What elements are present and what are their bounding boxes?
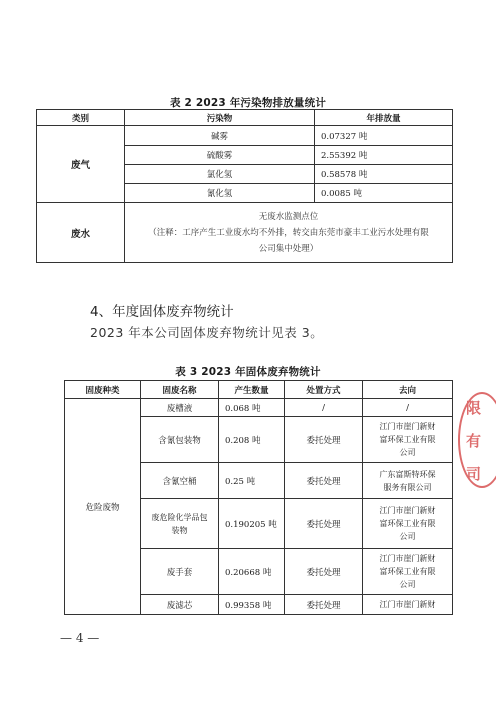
stamp-char: 司 xyxy=(466,464,482,483)
destination-line: 富环保工业有限 xyxy=(379,519,436,528)
table2-pollutant-emissions xyxy=(36,109,453,263)
waste-destination xyxy=(363,499,453,549)
pollutant-name: 氯化氢 xyxy=(125,165,315,184)
waste-name xyxy=(141,499,219,549)
waste-destination xyxy=(363,463,453,499)
waste-qty: 0.20668 吨 xyxy=(219,549,285,595)
waste-qty: 0.99358 吨 xyxy=(219,595,285,615)
table3-category-hazardous: 危险废物 xyxy=(65,399,141,615)
waste-water-line2: （注释：工序产生工业废水均不外排，转交由东莞市豪丰工业污水处理有限 xyxy=(148,227,429,238)
table2-caption: 表 2 2023 年污染物排放量统计 xyxy=(169,97,327,109)
table3-header-type: 固废种类 xyxy=(65,381,141,399)
destination-line: 富环保工业有限 xyxy=(379,567,436,576)
waste-name: 废槽液 xyxy=(141,399,219,417)
emission-amount: 0.58578 吨 xyxy=(315,165,453,184)
destination-line: 广东富斯特环保 xyxy=(379,469,436,479)
table3-header-destination: 去向 xyxy=(363,381,453,399)
destination-line: 公司 xyxy=(399,580,416,589)
destination-line: 公司 xyxy=(399,448,416,457)
stamp-char: 限 xyxy=(466,398,482,417)
company-seal-stamp xyxy=(458,392,496,488)
destination-line: 江门市崖门新财 xyxy=(379,422,436,431)
table-row xyxy=(37,203,453,263)
waste-qty: 0.25 吨 xyxy=(219,463,285,499)
waste-qty: 0.068 吨 xyxy=(219,399,285,417)
stamp-char: 有 xyxy=(466,431,482,450)
section-heading: 4、年度固体废弃物统计 xyxy=(90,304,234,320)
waste-method: 委托处理 xyxy=(285,417,363,463)
table-row xyxy=(37,126,453,146)
waste-destination: 江门市崖门新财 xyxy=(363,595,453,615)
table3-header-method: 处置方式 xyxy=(285,381,363,399)
table3-header-qty: 产生数量 xyxy=(219,381,285,399)
destination-line: 江门市崖门新财 xyxy=(379,506,436,515)
waste-name: 废滤芯 xyxy=(141,595,219,615)
waste-destination xyxy=(363,549,453,595)
waste-method: / xyxy=(285,399,363,417)
table2-header-pollutant: 污染物 xyxy=(125,110,315,126)
waste-name: 含氰空桶 xyxy=(141,463,219,499)
destination-line: 公司 xyxy=(399,532,416,541)
pollutant-name: 碱雾 xyxy=(125,126,315,146)
waste-method: 委托处理 xyxy=(285,595,363,615)
destination-line: 江门市崖门新财 xyxy=(379,554,436,563)
table3-header-row xyxy=(65,381,453,399)
table2-category-waste-water: 废水 xyxy=(37,203,125,263)
waste-method: 委托处理 xyxy=(285,549,363,595)
waste-water-note xyxy=(125,203,453,263)
emission-amount: 0.07327 吨 xyxy=(315,126,453,146)
section-paragraph: 2023 年本公司固体废弃物统计见表 3。 xyxy=(90,325,324,340)
emission-amount: 0.0085 吨 xyxy=(315,184,453,203)
table-row xyxy=(65,399,453,417)
waste-name-line: 装物 xyxy=(171,525,188,535)
waste-method: 委托处理 xyxy=(285,463,363,499)
waste-destination xyxy=(363,417,453,463)
waste-name-line: 废危险化学品包 xyxy=(151,512,208,522)
pollutant-name: 硫酸雾 xyxy=(125,146,315,165)
waste-qty: 0.208 吨 xyxy=(219,417,285,463)
destination-line: 服务有限公司 xyxy=(383,482,432,492)
table2-category-waste-gas: 废气 xyxy=(37,126,125,203)
table2-header-row xyxy=(37,110,453,126)
waste-name: 废手套 xyxy=(141,549,219,595)
table3-caption: 表 3 2023 年固体废弃物统计 xyxy=(175,366,321,378)
waste-name: 含氰包装物 xyxy=(141,417,219,463)
table2-header-amount: 年排放量 xyxy=(315,110,453,126)
waste-qty: 0.190205 吨 xyxy=(219,499,285,549)
table3-header-name: 固废名称 xyxy=(141,381,219,399)
destination-line: 富环保工业有限 xyxy=(379,435,436,444)
page-number: — 4 — xyxy=(60,631,100,645)
waste-water-line1: 无废水监测点位 xyxy=(258,211,319,222)
waste-method: 委托处理 xyxy=(285,499,363,549)
table3-solid-waste xyxy=(64,380,453,615)
pollutant-name: 氰化氢 xyxy=(125,184,315,203)
emission-amount: 2.55392 吨 xyxy=(315,146,453,165)
waste-water-line3: 公司集中处理） xyxy=(258,243,319,254)
table2-header-category: 类别 xyxy=(37,110,125,126)
waste-destination: / xyxy=(363,399,453,417)
